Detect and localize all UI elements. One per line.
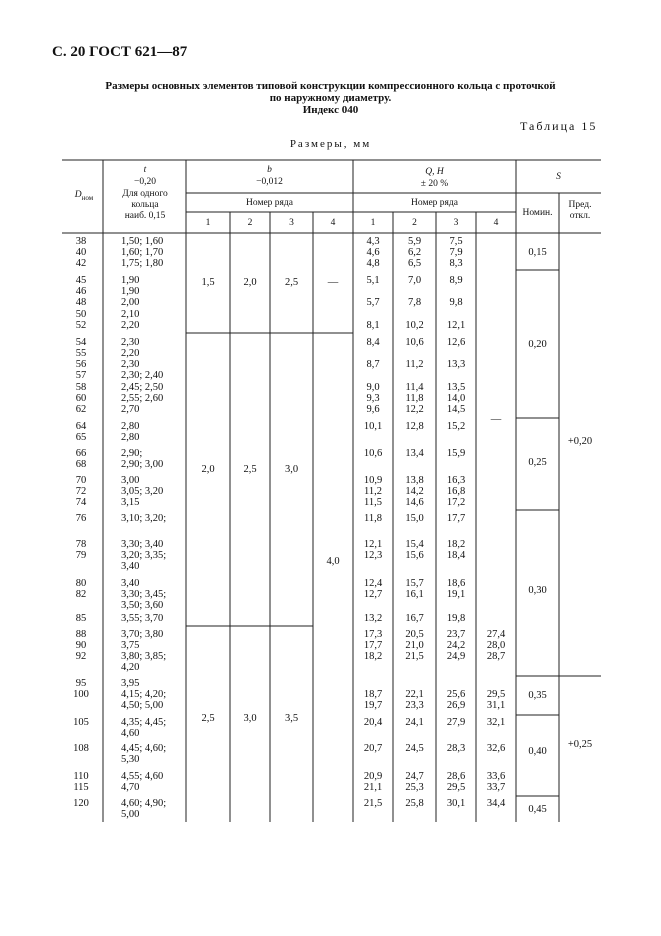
cell-q-1: 10,1 <box>363 421 383 432</box>
units-label: Размеры, мм <box>289 138 372 150</box>
cell-q-1: 20,7 <box>363 743 383 754</box>
cell-t: 3,30; 3,45; 3,50; 3,60 <box>121 589 167 611</box>
cell-q-2: 25,8 <box>405 798 424 809</box>
cell-q-2: 24,5 <box>405 743 424 754</box>
cell-b-2: 2,5 <box>243 464 257 475</box>
cell-t: 2,20 <box>121 348 140 359</box>
cell-q-2: 15,4 <box>405 539 424 550</box>
cell-d-nom: 52 <box>75 320 87 331</box>
cell-q-1: 9,6 <box>366 404 380 415</box>
cell-q-4: 27,4 <box>486 629 506 640</box>
cell-d-nom: 100 <box>73 689 89 700</box>
cell-t: 1,90 <box>121 275 140 286</box>
cell-q-2: 21,5 <box>405 651 424 662</box>
header-b: b <box>267 165 272 175</box>
cell-t: 2,30 <box>121 359 140 370</box>
cell-q-2: 11,2 <box>405 359 424 370</box>
cell-d-nom: 55 <box>75 348 87 359</box>
cell-q-2: 7,0 <box>407 275 422 286</box>
cell-q-3: 19,8 <box>446 613 466 624</box>
cell-t: 4,35; 4,45; 4,60 <box>121 717 167 739</box>
header-q-tol: ± 20 % <box>420 179 449 189</box>
cell-q-2: 10,6 <box>405 337 424 348</box>
cell-d-nom: 56 <box>75 359 87 370</box>
header-d-nom: $D_{ном}$ <box>74 190 94 202</box>
cell-d-nom: 90 <box>75 640 87 651</box>
cell-q-1: 8,4 <box>366 337 380 348</box>
cell-t: 3,10; 3,20; <box>121 513 167 524</box>
cell-d-nom: 120 <box>73 798 89 809</box>
cell-q-2: 14,6 <box>405 497 424 508</box>
cell-q-3: 16,8 <box>446 486 466 497</box>
cell-q-1: 10,9 <box>363 475 383 486</box>
cell-q-2: 23,3 <box>405 700 424 711</box>
cell-b-3: 3,0 <box>284 464 299 475</box>
cell-b-1: 2,5 <box>201 713 215 724</box>
cell-d-nom: 45 <box>75 275 87 286</box>
cell-t: 2,10 <box>121 309 140 320</box>
header-q-row-label: Номер ряда <box>411 198 458 208</box>
cell-q-2: 21,0 <box>405 640 424 651</box>
cell-d-nom: 80 <box>75 578 87 589</box>
cell-q-2: 25,3 <box>405 782 424 793</box>
cell-d-nom: 46 <box>75 286 87 297</box>
cell-q-1: 4,6 <box>366 247 380 258</box>
cell-q-2: 13,8 <box>405 475 424 486</box>
cell-d-nom: 66 <box>75 448 87 459</box>
cell-d-nom: 38 <box>75 236 87 247</box>
cell-t: 4,70 <box>121 782 140 793</box>
cell-q-4: 29,5 <box>486 689 506 700</box>
cell-t: 3,80; 3,85; 4,20 <box>121 651 167 673</box>
cell-q-4: 32,6 <box>486 743 506 754</box>
cell-q-2: 13,4 <box>405 448 424 459</box>
cell-q-3: 12,6 <box>446 337 466 348</box>
cell-t: 1,60; 1,70 <box>121 247 164 258</box>
header-b-tol: −0,012 <box>256 177 283 187</box>
cell-b-4: — <box>327 277 339 288</box>
header-s: S <box>556 172 561 182</box>
cell-q-1: 11,2 <box>364 486 382 497</box>
cell-d-nom: 76 <box>75 513 87 524</box>
cell-q-1: 4,3 <box>366 236 380 247</box>
cell-q-3: 18,2 <box>446 539 466 550</box>
cell-q-1: 17,7 <box>363 640 383 651</box>
cell-q-1: 20,4 <box>363 717 383 728</box>
header-b-row-1: 1 <box>205 218 211 228</box>
cell-q-1: 11,5 <box>364 497 382 508</box>
header-t: t <box>143 165 147 175</box>
cell-q-2: 12,2 <box>405 404 424 415</box>
cell-q-1: 17,3 <box>363 629 383 640</box>
cell-t: 2,80 <box>121 432 140 443</box>
cell-t: 4,55; 4,60 <box>121 771 164 782</box>
header-q-row-2: 2 <box>412 218 417 228</box>
cell-q-2: 14,2 <box>405 486 424 497</box>
table-title-line2: по наружному диаметру. <box>269 92 392 104</box>
cell-q-3: 12,1 <box>446 320 466 331</box>
cell-d-nom: 92 <box>75 651 87 662</box>
cell-q-3: 7,5 <box>449 236 463 247</box>
cell-b-1: 2,0 <box>201 464 215 475</box>
cell-q-3: 24,2 <box>446 640 466 651</box>
header-t-tol: −0,20 <box>134 177 156 187</box>
cell-s-nom: 0,45 <box>528 804 547 815</box>
cell-q-3: 8,9 <box>449 275 463 286</box>
cell-q-2: 20,5 <box>405 629 424 640</box>
cell-t: 2,00 <box>121 297 140 308</box>
cell-d-nom: 78 <box>75 539 87 550</box>
cell-q-3: 13,5 <box>446 382 466 393</box>
cell-d-nom: 70 <box>75 475 87 486</box>
cell-t: 4,45; 4,60; 5,30 <box>121 743 167 765</box>
cell-q-1: 21,5 <box>363 798 383 809</box>
cell-d-nom: 72 <box>75 486 87 497</box>
cell-t: 3,15 <box>121 497 140 508</box>
cell-q-1: 9,3 <box>366 393 380 404</box>
cell-d-nom: 85 <box>75 613 87 624</box>
header-q-row-3: 3 <box>453 218 459 228</box>
cell-t: 2,90; <box>121 448 143 459</box>
cell-q-1: 12,1 <box>363 539 383 550</box>
cell-q-2: 15,7 <box>405 578 424 589</box>
cell-b-3: 3,5 <box>284 713 299 724</box>
header-q-row-4: 4 <box>493 218 499 228</box>
cell-d-nom: 74 <box>75 497 87 508</box>
header-s-dev: Пред. откл. <box>568 200 592 221</box>
cell-q-1: 12,3 <box>363 550 383 561</box>
cell-q-2: 11,4 <box>405 382 424 393</box>
cell-q-3: 16,3 <box>446 475 466 486</box>
cell-d-nom: 57 <box>75 370 87 381</box>
cell-d-nom: 64 <box>75 421 87 432</box>
cell-d-nom: 115 <box>73 782 89 793</box>
cell-q-3: 27,9 <box>446 717 466 728</box>
cell-q-3: 24,9 <box>446 651 466 662</box>
cell-d-nom: 110 <box>73 771 89 782</box>
cell-q-1: 11,8 <box>364 513 382 524</box>
header-b-row-4: 4 <box>330 218 336 228</box>
cell-t: 2,80 <box>121 421 140 432</box>
cell-d-nom: 79 <box>75 550 87 561</box>
cell-q-1: 8,7 <box>366 359 380 370</box>
cell-q-3: 15,9 <box>446 448 466 459</box>
cell-t: 1,75; 1,80 <box>121 258 164 269</box>
cell-t: 3,40 <box>121 578 140 589</box>
cell-q-3: 30,1 <box>446 798 466 809</box>
cell-b-1: 1,5 <box>201 277 215 288</box>
cell-q-1: 18,7 <box>363 689 383 700</box>
cell-q-4-dash: — <box>490 414 502 425</box>
cell-t: 3,20; 3,35; 3,40 <box>121 550 167 572</box>
cell-q-1: 13,2 <box>363 613 383 624</box>
cell-q-3: 25,6 <box>446 689 466 700</box>
cell-t: 3,55; 3,70 <box>121 613 164 624</box>
cell-q-3: 8,3 <box>449 258 463 269</box>
cell-q-2: 12,8 <box>405 421 424 432</box>
cell-q-1: 20,9 <box>363 771 383 782</box>
cell-t: 2,70 <box>121 404 140 415</box>
cell-q-3: 17,7 <box>446 513 466 524</box>
cell-q-3: 18,6 <box>446 578 466 589</box>
cell-t: 2,55; 2,60 <box>121 393 164 404</box>
header-q: Q, Н <box>425 167 444 177</box>
cell-d-nom: 105 <box>73 717 89 728</box>
cell-q-4: 33,7 <box>486 782 506 793</box>
cell-d-nom: 48 <box>75 297 87 308</box>
cell-q-1: 8,1 <box>366 320 380 331</box>
cell-s-nom: 0,35 <box>528 690 547 701</box>
cell-q-2: 16,7 <box>405 613 424 624</box>
header-t-note: Для одного кольца наиб. 0,15 <box>122 189 168 221</box>
cell-q-3: 15,2 <box>446 421 466 432</box>
cell-t: 4,15; 4,20; 4,50; 5,00 <box>121 689 167 711</box>
cell-q-3: 23,7 <box>446 629 466 640</box>
cell-q-1: 12,4 <box>363 578 383 589</box>
header-s-nom: Номин. <box>522 208 553 218</box>
cell-t: 3,95 <box>121 678 140 689</box>
cell-q-1: 10,6 <box>363 448 383 459</box>
header-b-row-label: Номер ряда <box>246 198 293 208</box>
cell-d-nom: 88 <box>75 629 87 640</box>
page-header: С. 20 ГОСТ 621—87 <box>52 44 188 60</box>
cell-d-nom: 42 <box>75 258 87 269</box>
cell-q-4: 31,1 <box>486 700 506 711</box>
cell-s-nom: 0,20 <box>528 339 547 350</box>
header-b-row-2: 2 <box>247 218 253 228</box>
cell-b-4-merged: 4,0 <box>326 556 340 567</box>
cell-d-nom: 50 <box>75 309 87 320</box>
header-b-row-3: 3 <box>289 218 294 228</box>
cell-s-nom: 0,15 <box>528 247 547 258</box>
cell-t: 2,30 <box>121 337 140 348</box>
cell-d-nom: 82 <box>75 589 87 600</box>
cell-s-nom: 0,30 <box>528 585 547 596</box>
cell-t: 2,20 <box>121 320 140 331</box>
cell-q-4: 33,6 <box>486 771 506 782</box>
cell-t: 4,60; 4,90; 5,00 <box>121 798 167 820</box>
cell-q-2: 6,2 <box>407 247 422 258</box>
cell-q-1: 4,8 <box>366 258 380 269</box>
cell-q-1: 21,1 <box>363 782 383 793</box>
cell-q-2: 16,1 <box>405 589 424 600</box>
cell-s-nom: 0,25 <box>528 457 547 468</box>
cell-q-3: 13,3 <box>446 359 466 370</box>
cell-q-1: 5,7 <box>366 297 380 308</box>
cell-s-nom: 0,40 <box>528 746 547 757</box>
cell-q-2: 11,8 <box>405 393 424 404</box>
cell-q-2: 15,6 <box>405 550 424 561</box>
cell-d-nom: 65 <box>75 432 87 443</box>
cell-q-2: 7,8 <box>407 297 422 308</box>
cell-t: 1,90 <box>121 286 140 297</box>
cell-d-nom: 62 <box>75 404 87 415</box>
cell-q-3: 28,3 <box>446 743 466 754</box>
cell-t: 2,30; 2,40 <box>121 370 164 381</box>
cell-q-4: 28,7 <box>486 651 506 662</box>
cell-b-3: 2,5 <box>284 277 299 288</box>
cell-q-1: 9,0 <box>366 382 380 393</box>
cell-t: 3,05; 3,20 <box>121 486 164 497</box>
cell-q-3: 18,4 <box>446 550 466 561</box>
cell-q-2: 24,7 <box>405 771 424 782</box>
cell-b-2: 3,0 <box>243 713 257 724</box>
cell-q-3: 9,8 <box>449 297 463 308</box>
cell-t: 2,90; 3,00 <box>121 459 164 470</box>
cell-t: 1,50; 1,60 <box>121 236 164 247</box>
cell-q-1: 5,1 <box>366 275 380 286</box>
cell-q-4: 32,1 <box>486 717 506 728</box>
cell-d-nom: 108 <box>73 743 89 754</box>
cell-q-2: 5,9 <box>407 236 422 247</box>
cell-q-1: 12,7 <box>363 589 383 600</box>
cell-q-2: 10,2 <box>405 320 424 331</box>
cell-q-2: 15,0 <box>405 513 424 524</box>
cell-q-3: 14,5 <box>446 404 466 415</box>
table-number: Таблица 15 <box>520 119 598 133</box>
header-q-row-1: 1 <box>370 218 376 228</box>
cell-q-2: 24,1 <box>405 717 424 728</box>
cell-t: 2,45; 2,50 <box>121 382 164 393</box>
cell-q-1: 18,2 <box>363 651 383 662</box>
cell-t: 3,00 <box>121 475 140 486</box>
cell-q-3: 7,9 <box>449 247 463 258</box>
cell-q-2: 22,1 <box>405 689 424 700</box>
cell-t: 3,75 <box>121 640 140 651</box>
cell-d-nom: 60 <box>75 393 87 404</box>
cell-s-dev: +0,20 <box>567 436 593 447</box>
cell-d-nom: 68 <box>75 459 87 470</box>
cell-q-3: 29,5 <box>446 782 466 793</box>
cell-q-4: 34,4 <box>486 798 506 809</box>
cell-t: 3,70; 3,80 <box>121 629 164 640</box>
cell-q-4: 28,0 <box>486 640 506 651</box>
cell-q-2: 6,5 <box>407 258 422 269</box>
cell-d-nom: 54 <box>75 337 87 348</box>
cell-d-nom: 95 <box>75 678 87 689</box>
cell-s-dev: +0,25 <box>567 739 593 750</box>
cell-q-3: 19,1 <box>446 589 466 600</box>
cell-q-3: 26,9 <box>446 700 466 711</box>
cell-b-2: 2,0 <box>243 277 257 288</box>
cell-d-nom: 40 <box>75 247 87 258</box>
cell-d-nom: 58 <box>75 382 87 393</box>
table-title-line3: Индекс 040 <box>302 104 359 116</box>
cell-q-3: 28,6 <box>446 771 466 782</box>
cell-t: 3,30; 3,40 <box>121 539 164 550</box>
cell-q-3: 14,0 <box>446 393 466 404</box>
cell-q-3: 17,2 <box>446 497 466 508</box>
table-title-line1: Размеры основных элементов типовой конструкции компрессионного кольца с проточкой <box>105 80 556 92</box>
cell-q-1: 19,7 <box>363 700 383 711</box>
